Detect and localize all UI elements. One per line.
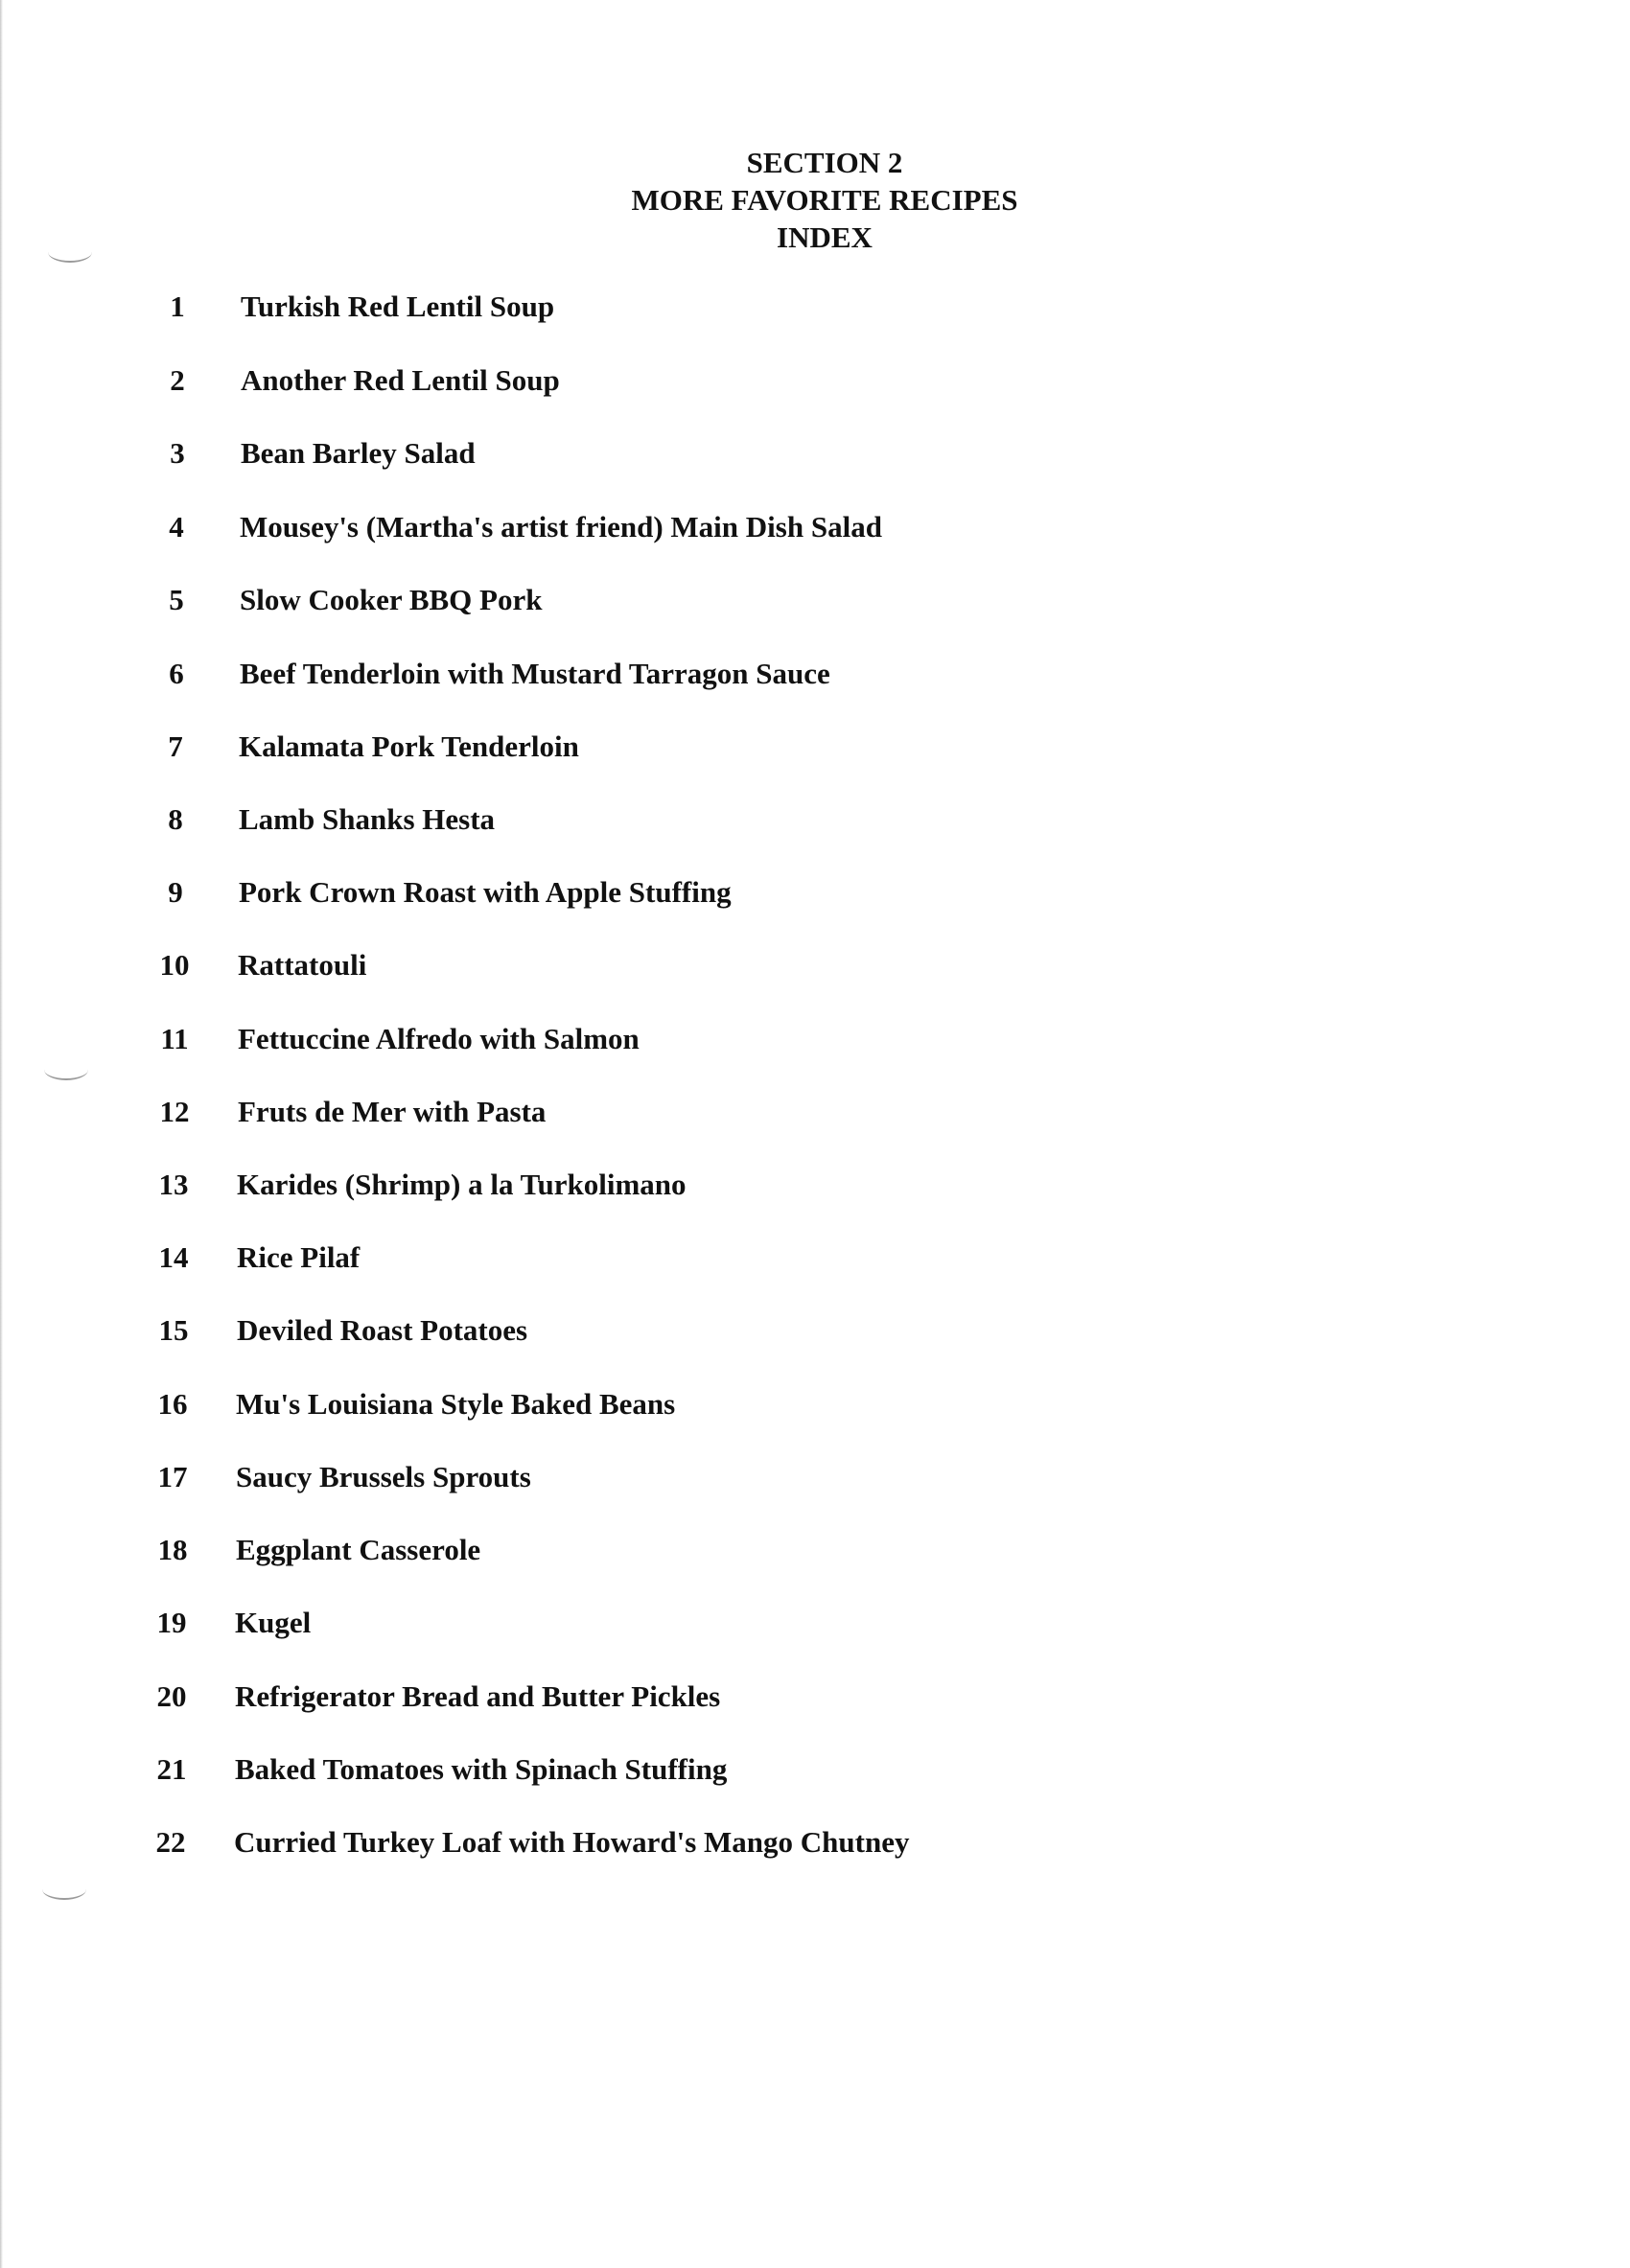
entry-title: Turkish Red Lentil Soup <box>241 289 555 323</box>
entry-number: 20 <box>156 1679 187 1713</box>
entry-title: Mu's Louisiana Style Baked Beans <box>236 1387 676 1421</box>
entry-title: Mousey's (Martha's artist friend) Main Dish Salad <box>240 510 882 544</box>
entry-number: 12 <box>159 1095 190 1128</box>
entry-title: Rattatouli <box>238 948 367 982</box>
entry-number: 11 <box>160 1022 189 1055</box>
entry-title: Lamb Shanks Hesta <box>239 802 496 836</box>
entry-number: 22 <box>155 1825 186 1859</box>
section-title: MORE FAVORITE RECIPES <box>631 183 1018 217</box>
entry-number: 9 <box>168 875 183 909</box>
entry-number: 21 <box>156 1752 187 1786</box>
entry-number: 2 <box>170 363 185 397</box>
entry-title: Beef Tenderloin with Mustard Tarragon Sauce <box>240 657 830 690</box>
entry-number: 3 <box>170 436 185 470</box>
scan-edge <box>0 0 3 2268</box>
entry-title: Slow Cooker BBQ Pork <box>240 583 543 616</box>
entry-title: Eggplant Casserole <box>236 1533 481 1566</box>
entry-number: 19 <box>156 1606 187 1639</box>
entry-title: Deviled Roast Potatoes <box>237 1313 528 1347</box>
entry-number: 15 <box>158 1313 189 1347</box>
entry-number: 6 <box>169 657 184 690</box>
binder-mark <box>42 1879 86 1900</box>
entry-title: Pork Crown Roast with Apple Stuffing <box>239 875 732 909</box>
entry-title: Another Red Lentil Soup <box>241 363 560 397</box>
entry-number: 16 <box>157 1387 188 1421</box>
binder-mark <box>48 242 92 263</box>
entry-number: 5 <box>169 583 184 616</box>
entry-number: 10 <box>159 948 190 982</box>
entry-title: Kalamata Pork Tenderloin <box>239 729 579 763</box>
entry-title: Saucy Brussels Sprouts <box>236 1460 531 1493</box>
entry-title: Refrigerator Bread and Butter Pickles <box>235 1679 721 1713</box>
page-heading <box>575 144 1074 256</box>
entry-title: Bean Barley Salad <box>241 436 476 470</box>
section-label: SECTION 2 <box>746 146 903 179</box>
entry-number: 18 <box>157 1533 188 1566</box>
entry-number: 13 <box>158 1168 189 1201</box>
entry-title: Rice Pilaf <box>237 1240 361 1274</box>
entry-number: 7 <box>168 729 183 763</box>
entry-title: Curried Turkey Loaf with Howard's Mango Chutney <box>234 1825 910 1859</box>
entry-number: 4 <box>169 510 184 544</box>
entry-title: Kugel <box>235 1606 312 1639</box>
binder-mark <box>44 1059 88 1080</box>
entry-number: 17 <box>157 1460 188 1493</box>
entry-number: 1 <box>170 289 185 323</box>
entry-title: Fettuccine Alfredo with Salmon <box>238 1022 640 1055</box>
entry-number: 8 <box>168 802 183 836</box>
entry-title: Fruts de Mer with Pasta <box>238 1095 547 1128</box>
entry-title: Baked Tomatoes with Spinach Stuffing <box>235 1752 728 1786</box>
entry-number: 14 <box>158 1240 189 1274</box>
index-label: INDEX <box>777 220 873 254</box>
entry-title: Karides (Shrimp) a la Turkolimano <box>237 1168 687 1201</box>
